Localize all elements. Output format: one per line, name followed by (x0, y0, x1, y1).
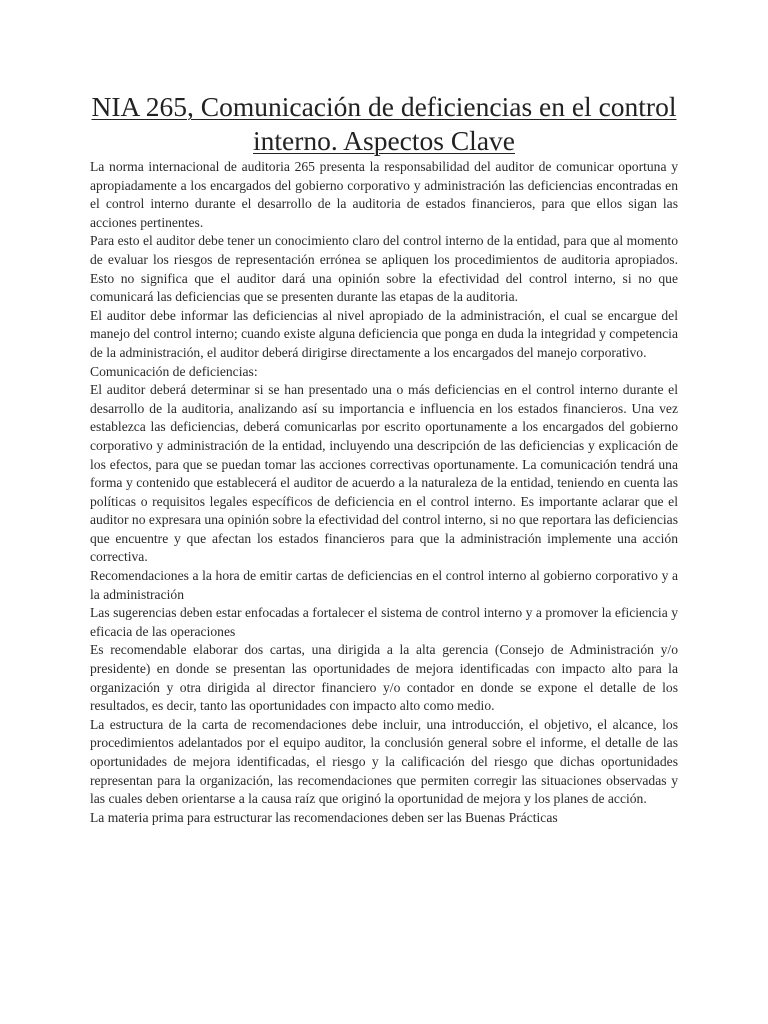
paragraph-conocimiento: Para esto el auditor debe tener un conocimiento claro del control interno de la entidad, para que al momento de evaluar los riesgos de representación errónea se apliquen los procedimientos de auditoria apropiados. Esto no significa que el auditor dará una opinión sobre la efectividad del control interno, si no que comunicará las deficiencias que se presenten durante las etapas de la auditoria. (90, 233, 678, 305)
paragraph-informar: El auditor debe informar las deficiencias al nivel apropiado de la administración, el cual se encargue del manejo del control interno; cuando existe alguna deficiencia que ponga en duda la integridad y competencia de la administración, el auditor deberá dirigirse directamente a los encargados del manejo corporativo. (90, 307, 678, 360)
paragraph-materia-prima: La materia prima para estructurar las recomendaciones deben ser las Buenas Prácticas (90, 809, 558, 825)
paragraph-dos-cartas: Es recomendable elaborar dos cartas, una dirigida a la alta gerencia (Consejo de Administración y/o presidente) en donde se presentan las oportunidades de mejora identificadas con impacto alto para la organización y otra dirigida al director financiero y/o contador en donde se expone el detalle de los resultados, es decir, tanto las oportunidades con impacto alto como medio. (90, 642, 678, 714)
paragraph-estructura: La estructura de la carta de recomendaciones debe incluir, una introducción, el objetivo, el alcance, los procedimientos adelantados por el equipo auditor, la conclusión general sobre el informe, el detalle de las oportunidades de mejora identificadas, el riesgo y la calificación del riesgo que dichas oportunidades representan para la organización, las recomendaciones que permiten corregir las situaciones observadas y las cuales deben orientarse a la causa raíz que originó la oportunidad de mejora y los planes de acción. (90, 716, 678, 807)
document-body (90, 158, 678, 827)
document-title: NIA 265, Comunicación de deficiencias en el control interno. Aspectos Clave (91, 91, 677, 156)
paragraph-intro: La norma internacional de auditoria 265 presenta la responsabilidad del auditor de comunicar oportuna y apropiadamente a los encargados del gobierno corporativo y administración las deficiencias encontradas en el control interno durante el desarrollo de la auditoria de estados financieros, para que ellos sigan las acciones pertinentes. (90, 159, 678, 230)
paragraph-determinar: El auditor deberá determinar si se han presentado una o más deficiencias en el control interno durante el desarrollo de la auditoria, analizando así su importancia e influencia en los estados financieros. Una vez establezca las deficiencias, deberá comunicarlas por escrito oportunamente a los encargados del gobierno corporativo y administración de la entidad, incluyendo una descripción de las deficiencias y explicación de los efectos, para que se puedan tomar las acciones correctivas oportunamente. La comunicación tendrá una forma y contenido que establecerá el auditor de acuerdo a la naturaleza de la entidad, teniendo en cuenta las políticas o requisitos legales específicos de deficiencia en el control interno. Es importante aclarar que el auditor no expresara una opinión sobre la efectividad del control interno, si no que reportara las deficiencias que encuentre y que afectan los estados financieros para que la administración implemente una acción correctiva. (90, 382, 678, 565)
paragraph-sugerencias: Las sugerencias deben estar enfocadas a fortalecer el sistema de control interno y a promover la eficiencia y eficacia de las operaciones (90, 605, 678, 639)
section-heading-comunicacion: Comunicación de deficiencias: (90, 363, 258, 379)
paragraph-recomendaciones: Recomendaciones a la hora de emitir cartas de deficiencias en el control interno al gobierno corporativo y a la administración (90, 568, 678, 602)
